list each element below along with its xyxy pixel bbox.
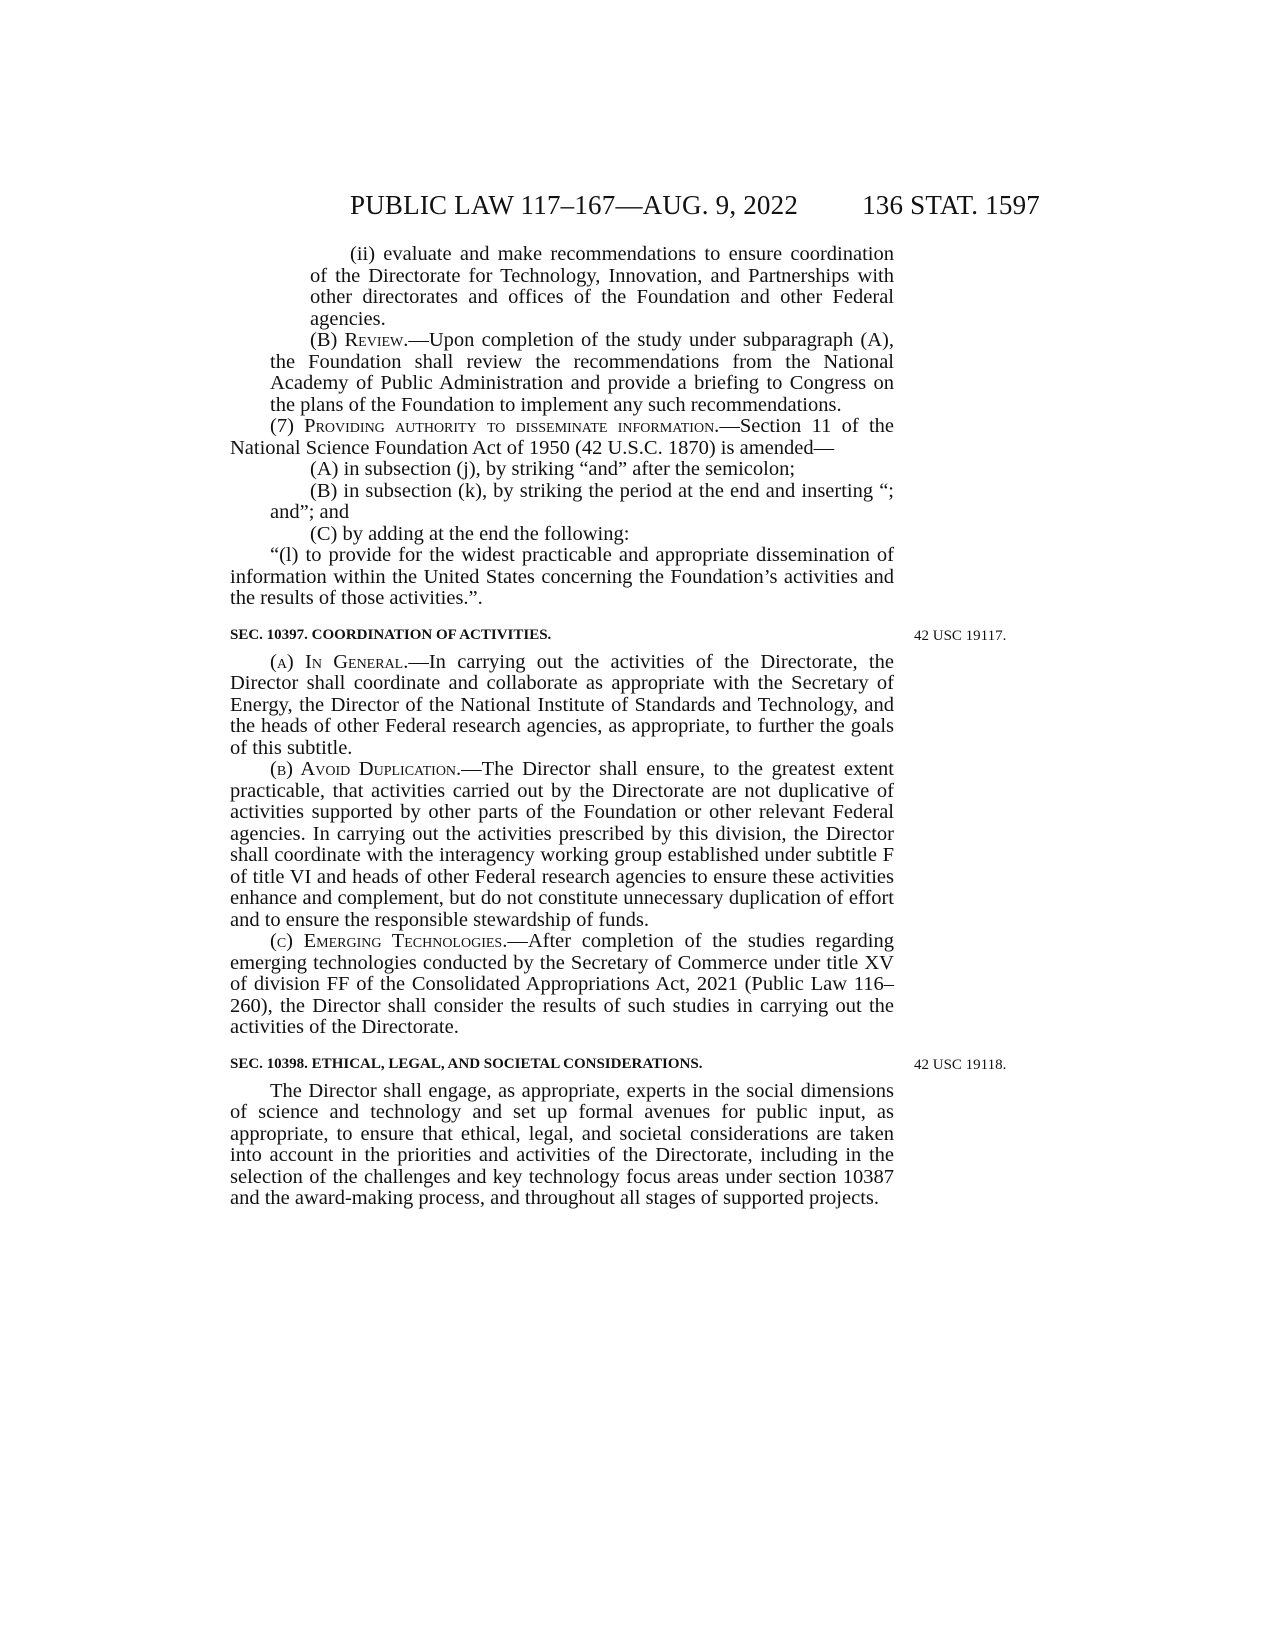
paragraph-text: —Upon completion of the study under subparagraph (A), the Foundation shall review the recommendations from the National Academy of Public Administration and provide a briefing to Congress on the plans of the Foundation to implement any such recommendations. xyxy=(270,329,894,416)
paragraph-authority xyxy=(230,416,894,459)
paragraph-subsection-j: (A) in subsection (j), by striking “and” after the semicolon; xyxy=(310,458,796,480)
paragraph-heading: (b) Avoid Duplication. xyxy=(270,758,462,780)
paragraph-ethical-considerations: The Director shall engage, as appropriate, experts in the social dimensions of science and technology and set up formal avenues for public input, as appropriate, to ensure that ethical, legal, and societal considerations are taken into account in the priorities and activities of the Directorate, including in the selection of the challenges and key technology focus areas under section 10387 and the award-making process, and throughout all stages of supported projects. xyxy=(230,1079,894,1209)
paragraph-subsection-k: (B) in subsection (k), by striking the period at the end and inserting “; and”; and xyxy=(270,479,894,523)
paragraph-emerging-technologies xyxy=(230,931,894,1039)
section-heading-10398 xyxy=(230,1055,1007,1074)
section-heading-10397 xyxy=(230,626,1007,645)
paragraph-in-general xyxy=(230,652,894,760)
paragraph-ii: (ii) evaluate and make recommendations to ensure coordination of the Directorate for Technology, Innovation, and Partnerships with other directorates and offices of the Foundation and other Federal agencies. xyxy=(310,243,894,330)
paragraph-text: —In carrying out the activities of the Directorate, the Director shall coordinate and collaborate as appropriate with the Secretary of Energy, the Director of the National Institute of Standards and Technology, and the heads of other Federal research agencies, as appropriate, to further the goals of this subtitle. xyxy=(230,650,894,759)
stat-page-number: 136 STAT. 1597 xyxy=(862,190,1040,220)
paragraph-text: —The Director shall ensure, to the greatest extent practicable, that activities carried out by the Directorate are not duplicative of activities supported by other parts of the Foundation or other relevant Federal agencies. In carrying out the activities prescribed by this division, the Director shall coordinate with the interagency working group established under subtitle F of title VI and heads of other Federal research agencies to ensure these activities enhance and complement, but do not constitute unnecessary duplication of effort and to ensure the responsible stewardship of funds. xyxy=(230,758,894,931)
section-title: SEC. 10397. COORDINATION OF ACTIVITIES. xyxy=(230,626,552,643)
document-body xyxy=(230,243,1007,1210)
paragraph-heading: (c) Emerging Technologies. xyxy=(270,930,508,952)
law-title: PUBLIC LAW 117–167—AUG. 9, 2022 xyxy=(350,190,799,220)
paragraph-review xyxy=(230,330,894,416)
paragraph-avoid-duplication xyxy=(230,759,894,931)
paragraph-heading: (a) In General. xyxy=(270,650,409,673)
usc-citation: 42 USC 19117. xyxy=(914,627,1007,644)
paragraph-text: —Section 11 of the National Science Foundation Act of 1950 (42 U.S.C. 1870) is amended— xyxy=(230,415,894,459)
paragraph-adding: (C) by adding at the end the following: xyxy=(310,522,630,545)
paragraph-heading: (7) Providing authority to disseminate information. xyxy=(270,415,720,437)
section-title: SEC. 10398. ETHICAL, LEGAL, AND SOCIETAL CONSIDERATIONS. xyxy=(230,1055,703,1072)
usc-citation: 42 USC 19118. xyxy=(914,1056,1007,1073)
paragraph-text: —After completion of the studies regarding emerging technologies conducted by the Secretary of Commerce under title XV of division FF of the Consolidated Appropriations Act, 2021 (Public Law 116–260), the Director shall consider the results of such studies in carrying out the activities of the Directorate. xyxy=(230,930,894,1038)
paragraph-quoted-l: “(l) to provide for the widest practicable and appropriate dissemination of information within the United States concerning the Foundation’s activities and the results of those activities.”. xyxy=(230,544,894,609)
paragraph-heading: (B) Review. xyxy=(310,329,409,351)
